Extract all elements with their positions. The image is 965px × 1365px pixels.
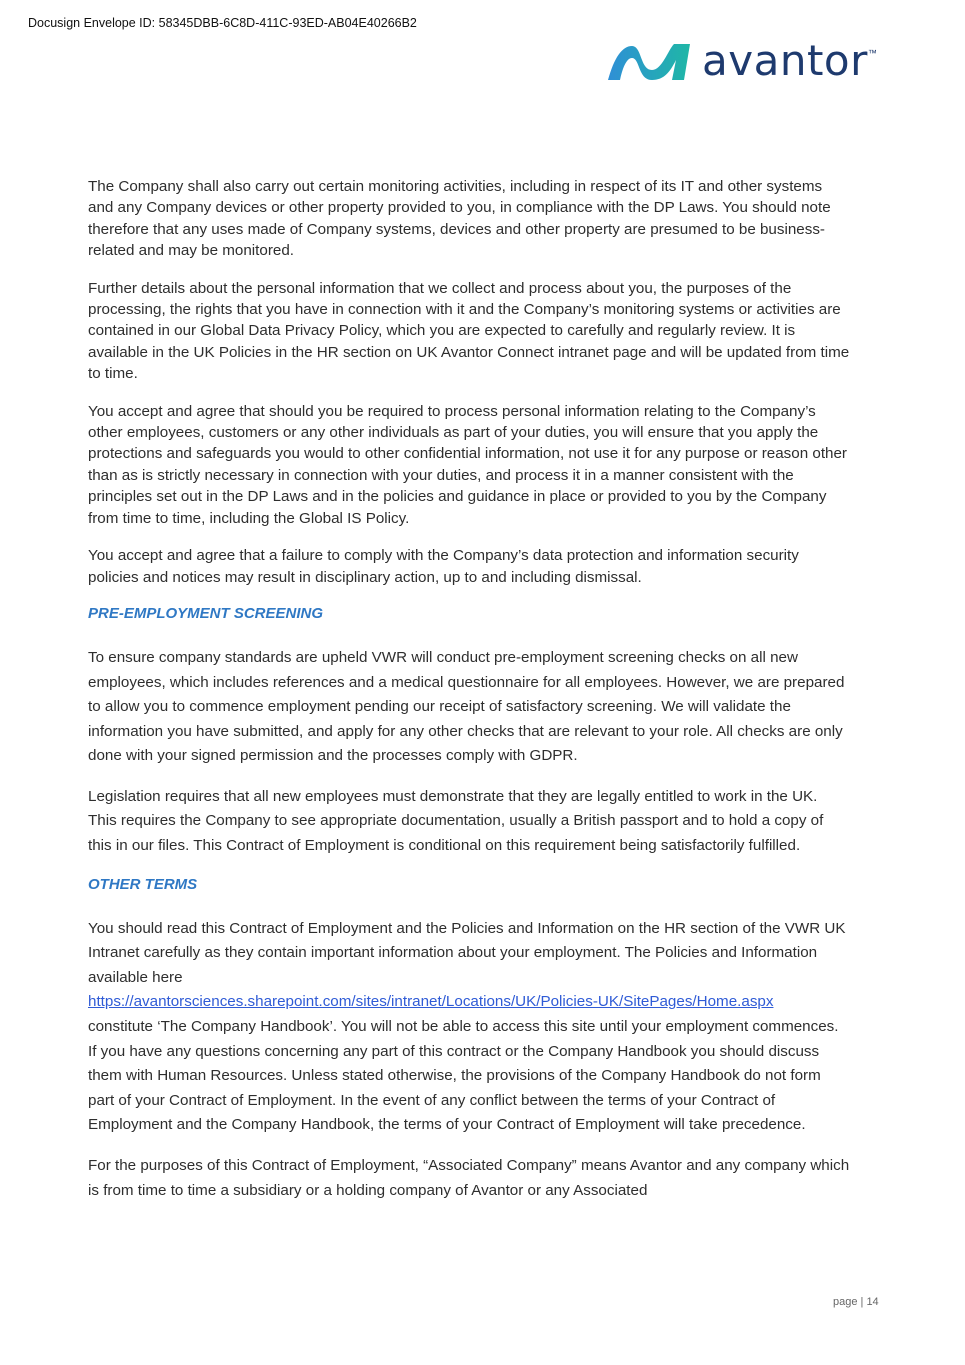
handbook-text-before: You should read this Contract of Employment and the Policies and Information on the HR section of the VWR UK Intranet carefully as they contain important information about your employment. The Policies and Information available here — [88, 919, 846, 986]
paragraph-associated-company: For the purposes of this Contract of Employment, “Associated Company” means Avantor and any company which is from time to time a subsidiary or a holding company of Avantor or any Associated — [88, 1157, 850, 1199]
paragraph-screening-checks: To ensure company standards are upheld VWR will conduct pre-employment screening checks on all new employees, which includes references and a medical questionnaire for all employees. However, we are prepared to allow you to commence employment pending our receipt of satisfactory screening. We will validate the information you have submitted, and apply for any other checks that are relevant to your role. All checks are only done with your signed permission and the processes comply with GDPR. — [88, 648, 845, 765]
paragraph-disciplinary: You accept and agree that a failure to comply with the Company’s data protection and information security policies and notices may result in disciplinary action, up to and including dismissal. — [88, 547, 799, 586]
paragraph-right-to-work: Legislation requires that all new employees must demonstrate that they are legally entitled to work in the UK. This requires the Company to see appropriate documentation, usually a British passport and to hold a copy of this in our files. This Contract of Employment is conditional on this requirement being satisfactorily fulfilled. — [88, 787, 824, 855]
trademark-symbol: ™ — [867, 48, 877, 58]
paragraph-processing-personal-info: You accept and agree that should you be required to process personal information relating to the Company’s other employees, customers or any other individuals as part of your duties, you will ensure that you apply the protections and safeguards you would to other confidential information, not use it for any purpose or reason other than as is strictly necessary in connection with your duties, and process it in a manner consistent with the principles set out in the DP Laws and in the policies and guidance in place or provided to you by the Company from time to time, including the Global IS Policy. — [88, 402, 847, 527]
policies-link[interactable]: https://avantorsciences.sharepoint.com/sites/intranet/Locations/UK/Policies-UK/SitePages/Home.aspx — [88, 993, 774, 1011]
handbook-text-after: constitute ‘The Company Handbook’. You will not be able to access this site until your employment commences. If you have any questions concerning any part of this contract or the Company Handbook you should discuss them with Human Resources. Unless stated otherwise, the provisions of the Company Handbook do not form part of your Contract of Employment. In the event of any conflict between the terms of your Contract of Employment and the Company Handbook, the terms of your Contract of Employment will take precedence. — [88, 1018, 839, 1134]
document-body — [88, 176, 850, 1219]
paragraph-company-handbook — [88, 917, 850, 1138]
paragraph-monitoring: The Company shall also carry out certain monitoring activities, including in respect of its IT and other systems and any Company devices or other property provided to you, in compliance with the DP Laws. You should note therefore that any uses made of Company systems, devices and other property are presumed to be business-related and may be monitored. — [88, 178, 831, 260]
paragraph-privacy-policy: Further details about the personal information that we collect and process about you, the purposes of the processing, the rights that you have in connection with it and the Company’s monitoring systems or activities are contained in our Global Data Privacy Policy, which you are expected to carefully and regularly review. It is available in the UK Policies in the HR section on UK Avantor Connect intranet page and will be updated from time to time. — [88, 279, 850, 383]
page-number: page | 14 — [833, 1296, 879, 1308]
avantor-logo — [604, 36, 877, 85]
docusign-envelope-id: Docusign Envelope ID: 58345DBB-6C8D-411C-93ED-AB04E40266B2 — [28, 16, 417, 30]
heading-pre-employment-screening: PRE-EMPLOYMENT SCREENING — [88, 604, 324, 622]
avantor-wave-icon — [604, 40, 696, 82]
avantor-wordmark: avantor — [702, 36, 868, 85]
heading-other-terms: OTHER TERMS — [88, 875, 198, 893]
